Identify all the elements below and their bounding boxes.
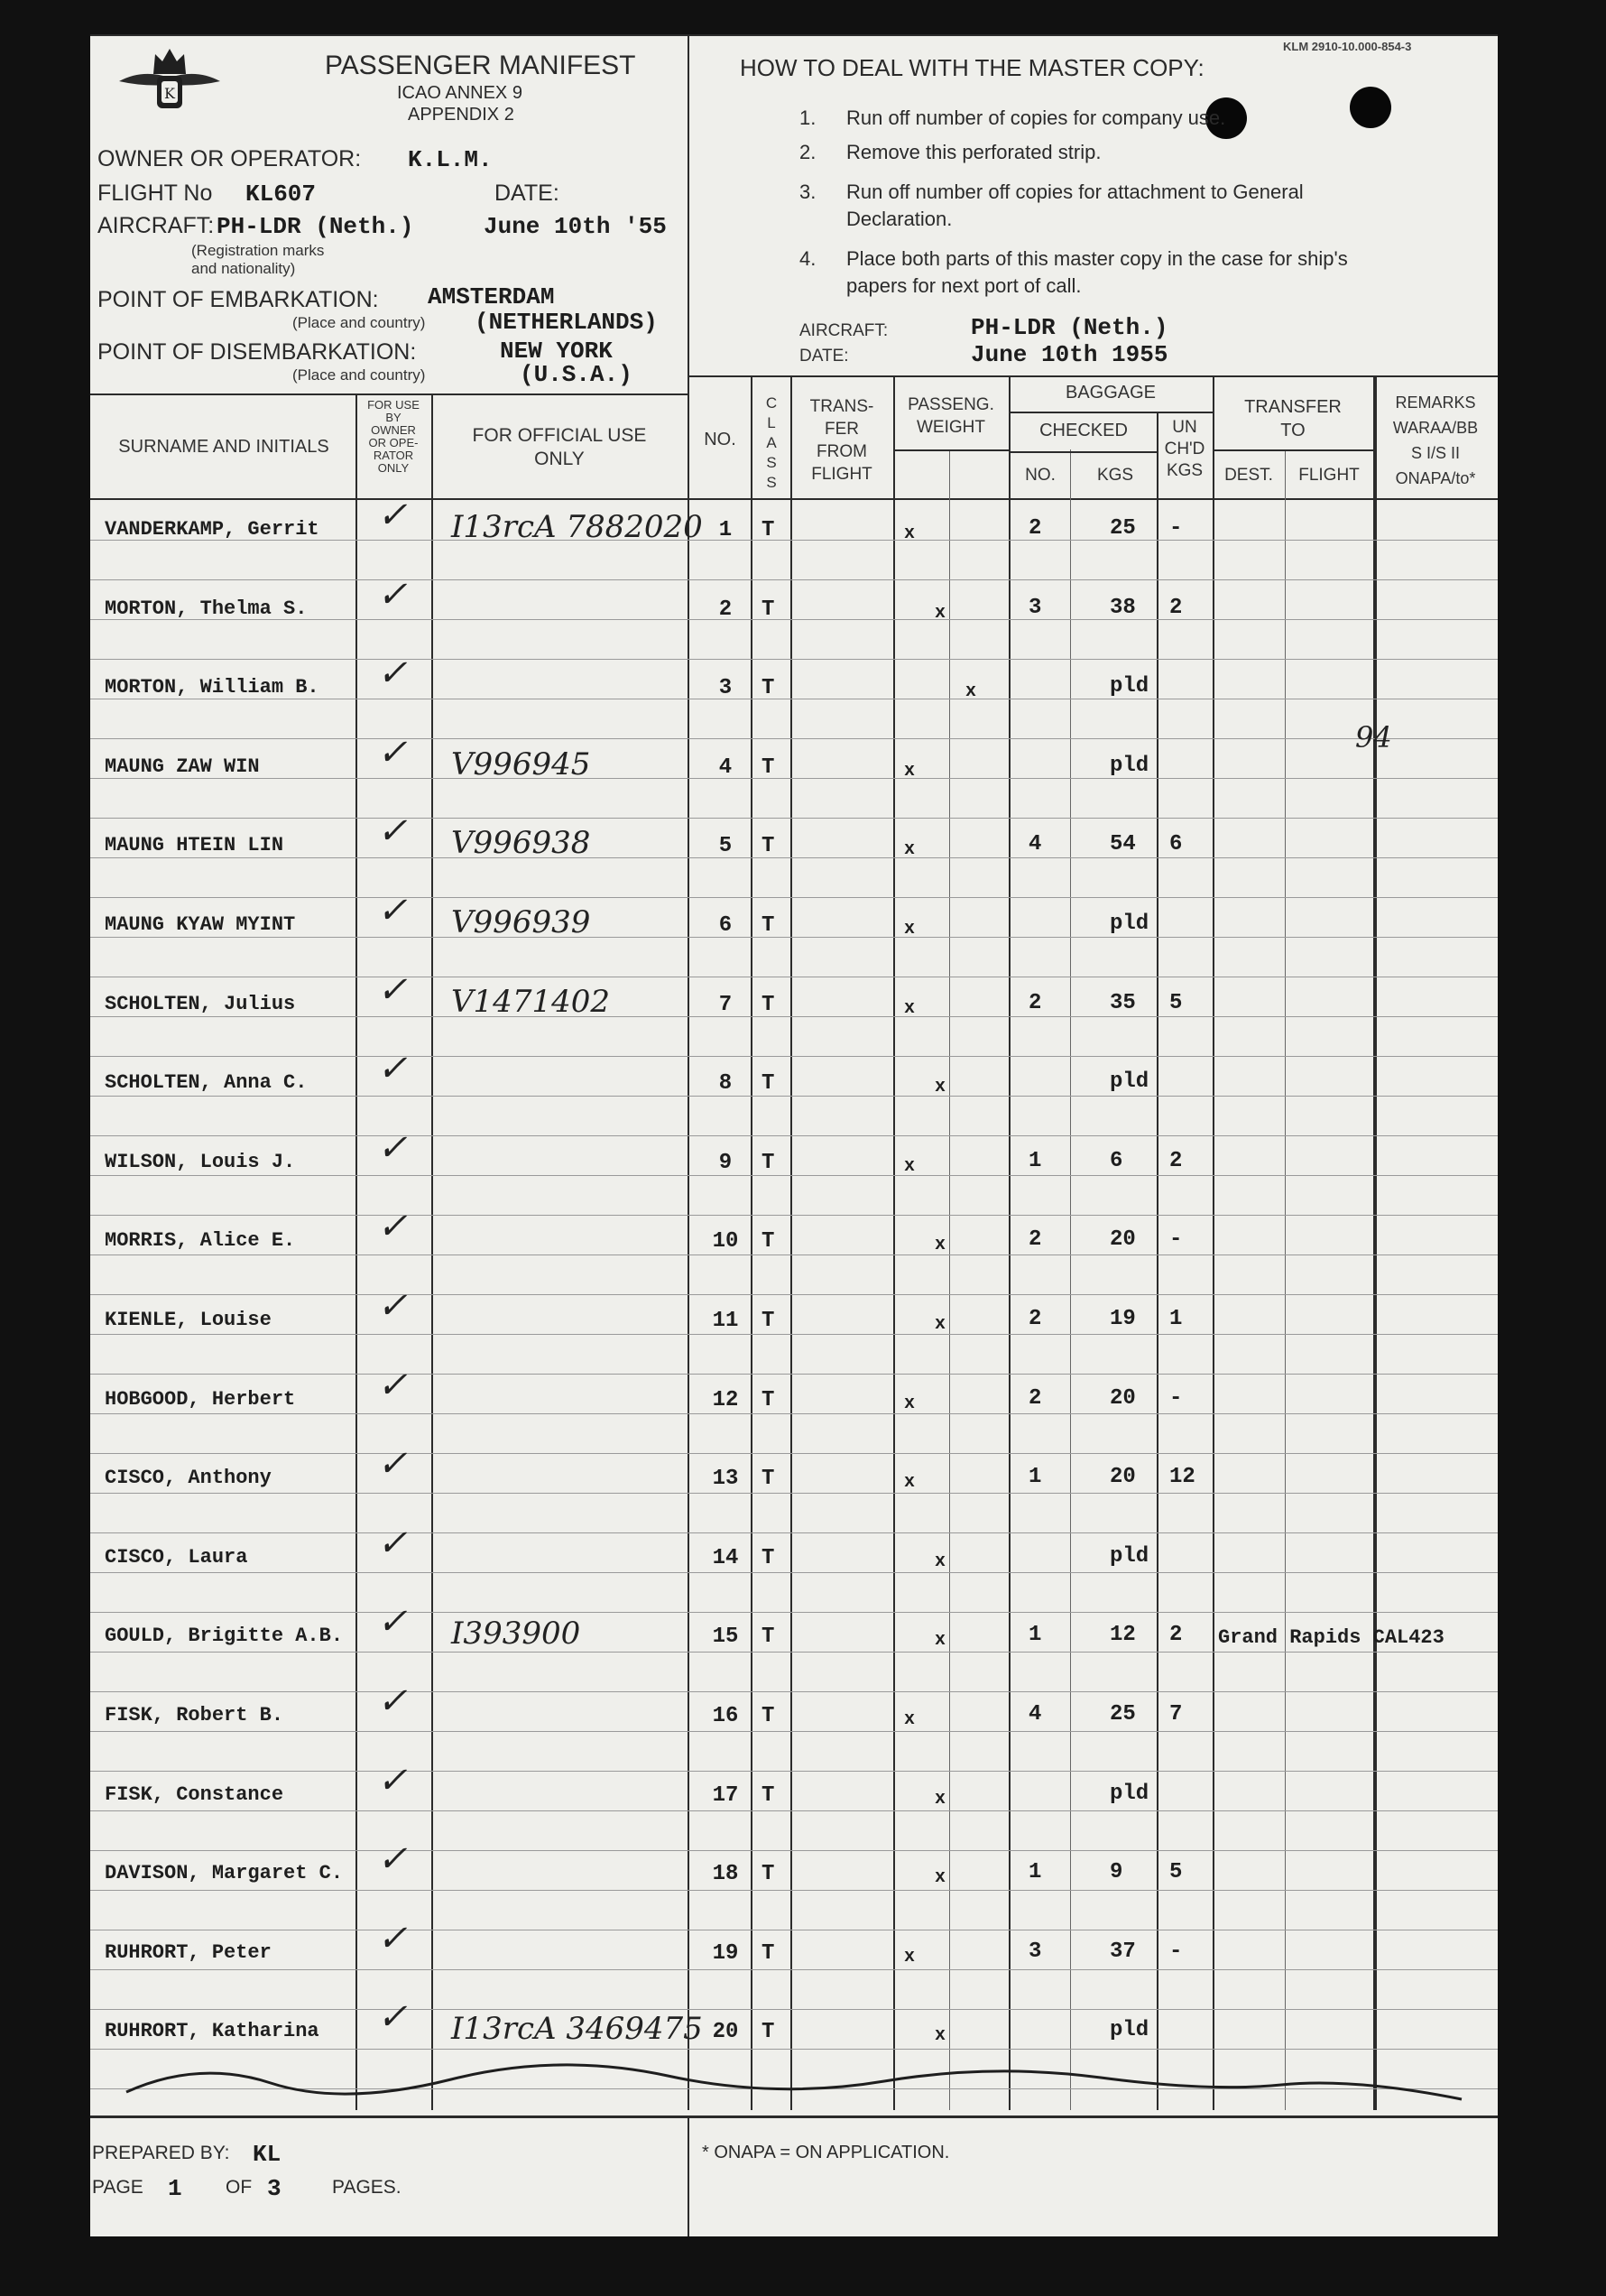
- class-value: T: [761, 1071, 775, 1096]
- baggage-kgs: pld: [1110, 2018, 1149, 2042]
- owner-check-icon: ✓: [377, 1918, 408, 1959]
- flight-label: FLIGHT No: [97, 181, 213, 206]
- class-letter-line: S: [766, 454, 777, 471]
- page-label: PAGE: [92, 2177, 143, 2198]
- owner-check-icon: ✓: [377, 1285, 408, 1327]
- class-value: T: [761, 1388, 775, 1412]
- baggage-count: 2: [1029, 1386, 1042, 1411]
- place-country-note: (Place and country): [292, 366, 426, 384]
- passenger-number: 10: [712, 1229, 739, 1254]
- class-value: T: [761, 834, 775, 858]
- baggage-kgs: pld: [1110, 1782, 1149, 1806]
- baggage-kgs: 20: [1110, 1386, 1136, 1411]
- weight-mark: x: [904, 1709, 916, 1730]
- transfer-to-line: TO: [1280, 421, 1306, 440]
- table-row: [90, 574, 1498, 630]
- unchecked-kgs: -: [1169, 1940, 1183, 1964]
- unchecked-kgs: 5: [1169, 991, 1183, 1015]
- unchecked-kgs: 6: [1169, 832, 1183, 856]
- instructions-aircraft-value: PH-LDR (Neth.): [971, 314, 1168, 341]
- ruled-line: [90, 1691, 1498, 1692]
- col-dest: DEST.: [1224, 466, 1273, 485]
- passenger-name: MAUNG KYAW MYINT: [105, 913, 296, 936]
- baggage-count: 1: [1029, 1465, 1042, 1489]
- instruction-text: Declaration.: [846, 208, 953, 230]
- date-label: DATE:: [494, 181, 559, 206]
- transfer-from-line: FLIGHT: [811, 465, 872, 484]
- table-row: [90, 1443, 1498, 1499]
- transfer-destination: Grand Rapids CAL423: [1218, 1626, 1444, 1649]
- instructions-aircraft-label: AIRCRAFT:: [799, 321, 889, 340]
- col-transfer-to: [1214, 395, 1371, 442]
- owner-use-line: ONLY: [377, 461, 410, 475]
- ruled-line: [90, 1135, 1498, 1136]
- official-use-entry: I13rcA 7882020: [451, 509, 703, 545]
- passenger-number: 7: [718, 993, 733, 1017]
- col-surname: SURNAME AND INITIALS: [118, 437, 329, 457]
- weight-mark: x: [935, 1789, 946, 1810]
- owner-check-icon: ✓: [377, 574, 408, 616]
- table-row: [90, 1206, 1498, 1262]
- ruled-line: [90, 659, 1498, 660]
- margin-note: 94: [1355, 720, 1392, 755]
- unchecked-line: UN: [1172, 418, 1197, 437]
- passenger-number: 18: [712, 1862, 739, 1886]
- passenger-number: 13: [712, 1467, 739, 1491]
- col-no: NO.: [704, 430, 736, 449]
- baggage-count: 1: [1029, 1623, 1042, 1647]
- passenger-name: KIENLE, Louise: [105, 1309, 272, 1331]
- owner-use-line: BY: [385, 411, 402, 424]
- passenger-number: 15: [712, 1625, 739, 1649]
- icao-annex: ICAO ANNEX 9: [397, 83, 522, 103]
- table-row: [90, 969, 1498, 1025]
- passenger-number: 20: [712, 2020, 739, 2044]
- official-use-entry: V996945: [451, 746, 591, 782]
- class-letter-line: A: [766, 434, 777, 451]
- header-subline: [1009, 451, 1157, 453]
- unchecked-kgs: 2: [1169, 1149, 1183, 1173]
- instruction-number: 3.: [799, 181, 817, 203]
- passenger-name: SCHOLTEN, Anna C.: [105, 1071, 308, 1094]
- header-border-bottom: [90, 393, 688, 395]
- registration-note: (Registration marks: [191, 242, 325, 259]
- ruled-line: [90, 1056, 1498, 1057]
- transfer-from-line: TRANS-: [809, 397, 874, 416]
- instruction-number: 2.: [799, 141, 817, 163]
- embarkation-country: (NETHERLANDS): [475, 309, 658, 336]
- table-row: [90, 653, 1498, 708]
- col-bag-no: NO.: [1025, 466, 1056, 485]
- official-use-line: FOR OFFICIAL USE: [472, 425, 647, 446]
- baggage-kgs: pld: [1110, 674, 1149, 699]
- manifest-title: PASSENGER MANIFEST: [325, 51, 636, 80]
- ruled-line: [90, 738, 1498, 739]
- ruled-line: [90, 2009, 1498, 2010]
- weight-mark: x: [965, 681, 977, 702]
- ruled-line: [90, 1374, 1498, 1375]
- unchecked-kgs: 2: [1169, 1623, 1183, 1647]
- weight-mark: x: [904, 1156, 916, 1177]
- col-flight: FLIGHT: [1298, 466, 1360, 485]
- owner-check-icon: ✓: [377, 1838, 408, 1880]
- passenger-name: GOULD, Brigitte A.B.: [105, 1625, 344, 1647]
- instruction-text: papers for next port of call.: [846, 274, 1082, 297]
- class-letter-line: S: [766, 474, 777, 491]
- weight-mark: x: [904, 523, 916, 544]
- class-value: T: [761, 913, 775, 938]
- passenger-number: 12: [712, 1388, 739, 1412]
- date-value: June 10th '55: [484, 213, 667, 240]
- baggage-count: 3: [1029, 596, 1042, 620]
- table-row: [90, 1601, 1498, 1657]
- ruled-line: [90, 1294, 1498, 1295]
- weight-mark: x: [935, 1314, 946, 1335]
- embarkation-value: AMSTERDAM: [428, 283, 555, 310]
- passenger-number: 3: [718, 676, 733, 700]
- remarks-line: ONAPA/to*: [1395, 469, 1476, 487]
- owner-check-icon: ✓: [377, 1601, 408, 1643]
- passenger-name: MAUNG ZAW WIN: [105, 755, 260, 778]
- aircraft-value: PH-LDR (Neth.): [217, 213, 414, 240]
- class-value: T: [761, 1862, 775, 1886]
- passenger-number: 19: [712, 1941, 739, 1966]
- baggage-kgs: 20: [1110, 1465, 1136, 1489]
- passenger-number: 5: [718, 834, 733, 858]
- baggage-count: 1: [1029, 1149, 1042, 1173]
- baggage-kgs: 9: [1110, 1860, 1123, 1884]
- passenger-name: VANDERKAMP, Gerrit: [105, 518, 319, 541]
- owner-label: OWNER OR OPERATOR:: [97, 146, 362, 171]
- baggage-count: 2: [1029, 991, 1042, 1015]
- class-value: T: [761, 1151, 775, 1175]
- baggage-count: 1: [1029, 1860, 1042, 1884]
- table-row: [90, 495, 1498, 551]
- passenger-name: MORRIS, Alice E.: [105, 1229, 296, 1252]
- table-row: [90, 732, 1498, 788]
- form-code: KLM 2910-10.000-854-3: [1283, 40, 1412, 53]
- ruled-line: [90, 579, 1498, 580]
- col-transfer-from: [792, 395, 891, 486]
- official-use-entry: V996939: [451, 904, 591, 940]
- header-subline: [893, 449, 1009, 451]
- baggage-count: 2: [1029, 1227, 1042, 1252]
- class-value: T: [761, 1467, 775, 1491]
- page-value: 1: [168, 2175, 182, 2202]
- unchecked-line: CH'D: [1164, 440, 1205, 458]
- punch-hole: [1350, 87, 1391, 128]
- class-letter-line: C: [765, 394, 778, 412]
- weight-mark: x: [904, 839, 916, 860]
- instruction-text: Place both parts of this master copy in the case for ship's: [846, 247, 1348, 270]
- weight-mark: x: [935, 1867, 946, 1888]
- ruled-line: [90, 1850, 1498, 1851]
- col-kgs: KGS: [1096, 466, 1134, 485]
- baggage-kgs: 19: [1110, 1307, 1136, 1331]
- baggage-kgs: 25: [1110, 516, 1136, 541]
- baggage-kgs: 20: [1110, 1227, 1136, 1252]
- class-value: T: [761, 676, 775, 700]
- col-class: [752, 393, 790, 493]
- class-value: T: [761, 1625, 775, 1649]
- ruled-line: [90, 1453, 1498, 1454]
- passenger-name: MORTON, Thelma S.: [105, 597, 308, 620]
- baggage-kgs: 25: [1110, 1702, 1136, 1727]
- prepared-by-value: KL: [253, 2141, 282, 2168]
- col-passenger-weight: [895, 393, 1007, 439]
- baggage-kgs: pld: [1110, 1069, 1149, 1094]
- passenger-name: FISK, Constance: [105, 1783, 284, 1806]
- owner-check-icon: ✓: [377, 1127, 408, 1169]
- instruction-text: Run off number of copies for company use.: [846, 106, 1226, 129]
- unchecked-kgs: 7: [1169, 1702, 1183, 1727]
- weight-mark: x: [904, 1472, 916, 1493]
- embarkation-label: POINT OF EMBARKATION:: [97, 287, 379, 312]
- table-row: [90, 1523, 1498, 1578]
- flight-value: KL607: [245, 181, 317, 208]
- passenger-name: CISCO, Laura: [105, 1546, 248, 1569]
- class-value: T: [761, 1546, 775, 1570]
- instructions-title: HOW TO DEAL WITH THE MASTER COPY:: [740, 54, 1204, 81]
- baggage-kgs: 37: [1110, 1940, 1136, 1964]
- transfer-to-line: TRANSFER: [1244, 397, 1342, 417]
- passenger-number: 1: [718, 518, 733, 542]
- table-row: [90, 1127, 1498, 1183]
- col-official-use: [433, 424, 686, 471]
- passenger-name: WILSON, Louis J.: [105, 1151, 296, 1173]
- baggage-count: 4: [1029, 832, 1042, 856]
- col-unchecked-kgs: [1158, 417, 1211, 482]
- table-row: [90, 1285, 1498, 1341]
- weight-mark: x: [935, 1235, 946, 1255]
- transfer-from-line: FER: [825, 420, 859, 439]
- appendix: APPENDIX 2: [408, 105, 514, 125]
- table-row: [90, 1996, 1498, 2052]
- official-use-entry: I13rcA 3469475: [451, 2011, 703, 2047]
- baggage-count: 2: [1029, 1307, 1042, 1331]
- owner-check-icon: ✓: [377, 1048, 408, 1089]
- unchecked-kgs: -: [1169, 1386, 1183, 1411]
- class-value: T: [761, 993, 775, 1017]
- class-value: T: [761, 2020, 775, 2044]
- table-row: [90, 1365, 1498, 1421]
- ruled-line: [90, 897, 1498, 898]
- owner-check-icon: ✓: [377, 969, 408, 1011]
- owner-check-icon: ✓: [377, 732, 408, 773]
- official-use-line: ONLY: [534, 449, 585, 469]
- registration-note: and nationality): [191, 260, 296, 277]
- onapa-note: * ONAPA = ON APPLICATION.: [702, 2143, 950, 2162]
- weight-mark: x: [935, 603, 946, 624]
- remarks-line: S I/S II: [1410, 444, 1461, 462]
- owner-use-line: FOR USE: [367, 398, 420, 412]
- col-owner-use: [357, 399, 429, 475]
- unchecked-kgs: 12: [1169, 1465, 1195, 1489]
- end-of-list-wavy-line: [90, 2056, 1498, 2110]
- owner-check-icon: ✓: [377, 495, 408, 536]
- ruled-line: [90, 1215, 1498, 1216]
- official-use-entry: V996938: [451, 825, 591, 861]
- class-value: T: [761, 1704, 775, 1728]
- header-subline: [1009, 412, 1213, 413]
- ruled-line: [90, 818, 1498, 819]
- header-border-top: [90, 34, 1498, 36]
- baggage-kgs: pld: [1110, 754, 1149, 778]
- weight-mark: x: [935, 2025, 946, 2046]
- weight-mark: x: [935, 1077, 946, 1097]
- weight-mark: x: [904, 1393, 916, 1414]
- col-checked: CHECKED: [1039, 421, 1128, 440]
- passenger-name: HOBGOOD, Herbert: [105, 1388, 296, 1411]
- unchecked-kgs: 2: [1169, 596, 1183, 620]
- weight-mark: x: [935, 1551, 946, 1572]
- footer-divider: [688, 2117, 689, 2236]
- remarks-line: REMARKS: [1395, 393, 1476, 412]
- passenger-name: MAUNG HTEIN LIN: [105, 834, 284, 856]
- instruction-number: 4.: [799, 247, 817, 270]
- owner-check-icon: ✓: [377, 1523, 408, 1564]
- class-value: T: [761, 1783, 775, 1808]
- baggage-count: 4: [1029, 1702, 1042, 1727]
- col-baggage: BAGGAGE: [1065, 383, 1157, 403]
- ruled-line: [90, 1771, 1498, 1772]
- passenger-number: 14: [712, 1546, 739, 1570]
- unchecked-kgs: 1: [1169, 1307, 1183, 1331]
- baggage-kgs: 38: [1110, 596, 1136, 620]
- baggage-kgs: 54: [1110, 832, 1136, 856]
- table-row: [90, 1918, 1498, 1974]
- col-remarks: [1377, 390, 1494, 491]
- table-row: [90, 810, 1498, 866]
- disembarkation-label: POINT OF DISEMBARKATION:: [97, 339, 417, 365]
- baggage-kgs: pld: [1110, 912, 1149, 936]
- baggage-kgs: 12: [1110, 1623, 1136, 1647]
- baggage-kgs: 6: [1110, 1149, 1123, 1173]
- class-value: T: [761, 1309, 775, 1333]
- svg-text:K: K: [164, 85, 175, 102]
- remarks-line: WARAA/BB: [1392, 419, 1479, 437]
- owner-check-icon: ✓: [377, 1206, 408, 1247]
- instruction-number: 1.: [799, 106, 817, 129]
- class-value: T: [761, 597, 775, 622]
- passenger-number: 11: [712, 1309, 739, 1333]
- prepared-by-label: PREPARED BY:: [92, 2143, 230, 2163]
- ruled-line: [90, 1612, 1498, 1613]
- weight-mark: x: [904, 998, 916, 1019]
- of-value: 3: [267, 2175, 282, 2202]
- footer-border: [90, 2115, 1498, 2118]
- official-use-entry: I393900: [451, 1616, 581, 1652]
- passenger-number: 9: [718, 1151, 733, 1175]
- disembarkation-country: (U.S.A.): [520, 361, 632, 388]
- instructions-date-label: DATE:: [799, 347, 849, 366]
- instruction-text: Run off number off copies for attachment to General: [846, 181, 1304, 203]
- official-use-entry: V1471402: [451, 984, 610, 1020]
- klm-crown-logo-icon: [115, 42, 224, 119]
- weight-mark: x: [904, 1947, 916, 1967]
- owner-check-icon: ✓: [377, 1680, 408, 1722]
- passenger-name: CISCO, Anthony: [105, 1467, 272, 1489]
- passenger-name: FISK, Robert B.: [105, 1704, 284, 1727]
- baggage-kgs: pld: [1110, 1544, 1149, 1569]
- table-row: [90, 1048, 1498, 1104]
- table-row: [90, 1680, 1498, 1736]
- unchecked-kgs: -: [1169, 516, 1183, 541]
- owner-use-line: OWNER: [371, 423, 416, 437]
- class-value: T: [761, 1941, 775, 1966]
- header-subline: [1213, 449, 1373, 451]
- owner-use-line: OR OPE-: [368, 436, 419, 449]
- manifest-sheet: [90, 34, 1498, 2236]
- aircraft-label: AIRCRAFT:: [97, 213, 215, 238]
- unchecked-line: KGS: [1166, 461, 1204, 480]
- table-row: [90, 1760, 1498, 1816]
- class-value: T: [761, 1229, 775, 1254]
- baggage-kgs: 35: [1110, 991, 1136, 1015]
- owner-check-icon: ✓: [377, 653, 408, 694]
- passenger-number: 17: [712, 1783, 739, 1808]
- unchecked-kgs: 5: [1169, 1860, 1183, 1884]
- instruction-text: Remove this perforated strip.: [846, 141, 1102, 163]
- passenger-number: 2: [718, 597, 733, 622]
- passenger-number: 6: [718, 913, 733, 938]
- owner-use-line: RATOR: [373, 449, 414, 462]
- passenger-name: MORTON, William B.: [105, 676, 319, 699]
- passenger-number: 16: [712, 1704, 739, 1728]
- passenger-name: DAVISON, Margaret C.: [105, 1862, 344, 1884]
- baggage-count: 2: [1029, 516, 1042, 541]
- ruled-line: [90, 1532, 1498, 1533]
- owner-check-icon: ✓: [377, 1365, 408, 1406]
- passenger-number: 8: [718, 1071, 733, 1096]
- of-label: OF: [226, 2177, 253, 2198]
- header-divider: [688, 34, 689, 392]
- place-country-note: (Place and country): [292, 314, 426, 331]
- passenger-name: SCHOLTEN, Julius: [105, 993, 296, 1015]
- passenger-name: RUHRORT, Katharina: [105, 2020, 319, 2042]
- class-value: T: [761, 755, 775, 780]
- passenger-number: 4: [718, 755, 733, 780]
- class-value: T: [761, 518, 775, 542]
- passenger-weight-line: PASSENG.: [908, 395, 994, 414]
- weight-mark: x: [935, 1630, 946, 1651]
- owner-check-icon: ✓: [377, 1443, 408, 1485]
- owner-check-icon: ✓: [377, 1996, 408, 2038]
- weight-mark: x: [904, 761, 916, 782]
- passenger-weight-line: WEIGHT: [917, 418, 985, 437]
- owner-check-icon: ✓: [377, 1760, 408, 1801]
- table-row: [90, 1838, 1498, 1894]
- instructions-date-value: June 10th 1955: [971, 341, 1168, 368]
- transfer-from-line: FROM: [817, 442, 867, 461]
- owner-check-icon: ✓: [377, 890, 408, 931]
- passenger-name: RUHRORT, Peter: [105, 1941, 272, 1964]
- unchecked-kgs: -: [1169, 1227, 1183, 1252]
- pages-label: PAGES.: [332, 2177, 402, 2198]
- table-row: [90, 890, 1498, 946]
- weight-mark: x: [904, 919, 916, 940]
- disembarkation-value: NEW YORK: [500, 338, 613, 365]
- owner-value: K.L.M.: [408, 146, 493, 173]
- baggage-count: 3: [1029, 1940, 1042, 1964]
- class-letter-line: L: [767, 414, 776, 431]
- column-header-bottom: [90, 498, 1498, 500]
- owner-check-icon: ✓: [377, 810, 408, 852]
